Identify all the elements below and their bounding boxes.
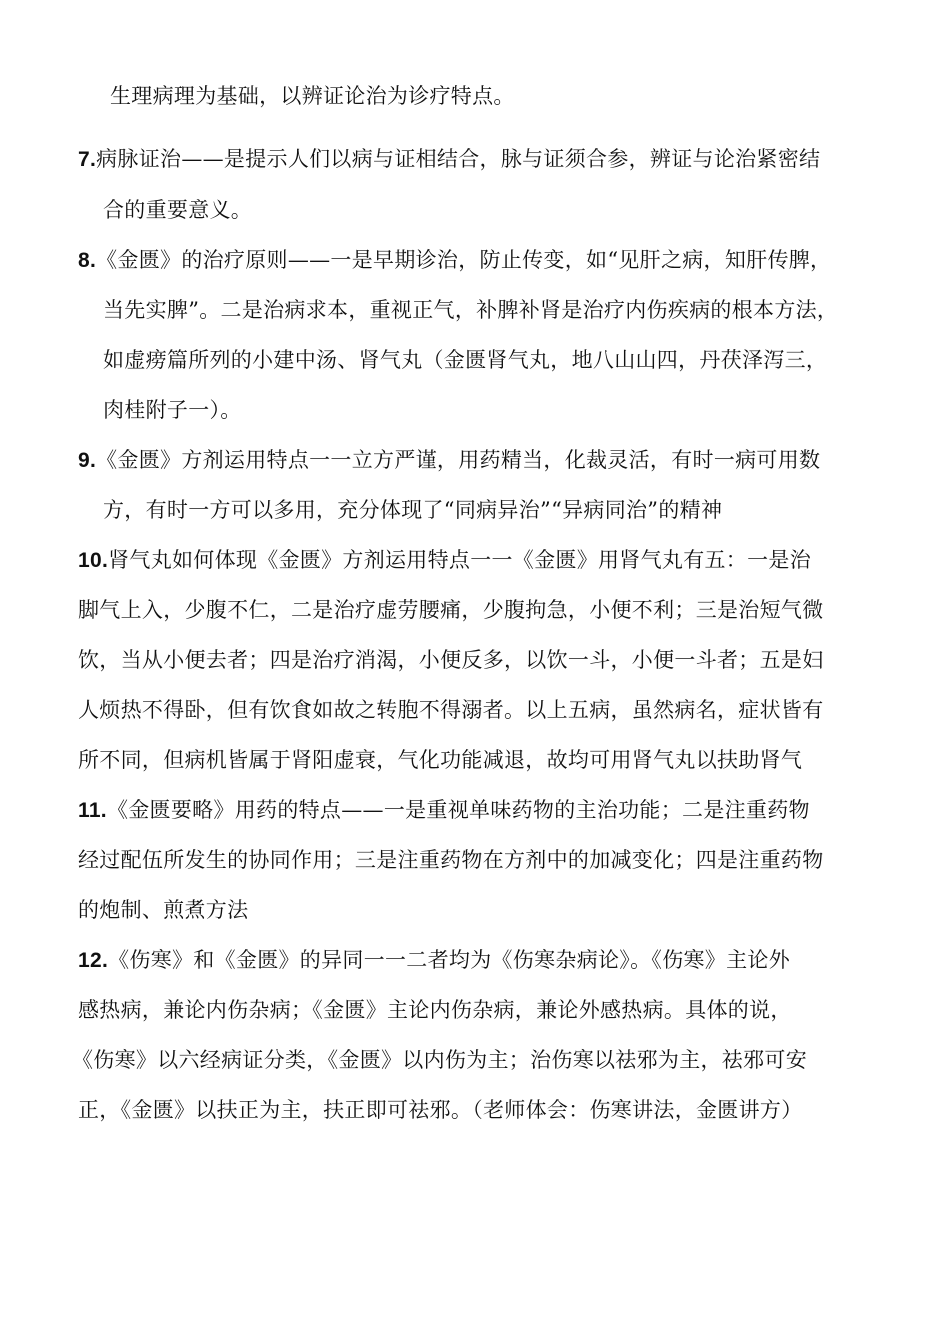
item-10-line-4: 人烦热不得卧，但有饮食如故之转胞不得溺者。以上五病，虽然病名，症状皆有 (78, 698, 824, 722)
item-10-line-1: 10.肾气丸如何体现《金匮》方剂运用特点一一《金匮》用肾气丸有五：一是治 (78, 548, 811, 572)
item-number-10: 10. (78, 549, 109, 572)
item-7-line-2: 合的重要意义。 (103, 198, 253, 222)
item-12-line-1: 12.《伤寒》和《金匮》的异同一一二者均为《伤寒杂病论》。《伤寒》主论外 (78, 948, 790, 972)
item-12-line-3: 《伤寒》以六经病证分类，《金匮》以内伤为主；治伤寒以祛邪为主，祛邪可安 (72, 1048, 807, 1072)
item-12-line-4: 正，《金匮》以扶正为主，扶正即可祛邪。（老师体会：伤寒讲法，金匮讲方） (78, 1098, 803, 1122)
item-number-7: 7. (78, 148, 97, 171)
item-9-line-1: 9.《金匮》方剂运用特点一一立方严谨，用药精当，化裁灵活，有时一病可用数 (78, 448, 821, 472)
item-10-line-2: 脚气上入，少腹不仁，二是治疗虚劳腰痛，少腹拘急，小便不利；三是治短气微 (78, 598, 824, 622)
item-10-line-3: 饮，当从小便去者；四是治疗消渴，小便反多，以饮一斗，小便一斗者；五是妇 (78, 648, 824, 672)
item-11-line-1: 11.《金匮要略》用药的特点——一是重视单味药物的主治功能；二是注重药物 (78, 798, 810, 822)
text-line-1: 生理病理为基础，以辨证论治为诊疗特点。 (110, 84, 515, 108)
item-number-12: 12. (78, 949, 109, 972)
item-number-8: 8. (78, 249, 97, 272)
item-number-9: 9. (78, 449, 97, 472)
item-10-line-5: 所不同，但病机皆属于肾阳虚衰，气化功能减退，故均可用肾气丸以扶助肾气 (78, 748, 803, 772)
item-9-line-2: 方，有时一方可以多用，充分体现了“同病异治”“异病同治”的精神 (103, 498, 723, 522)
item-12-line-2: 感热病，兼论内伤杂病；《金匮》主论内伤杂病，兼论外感热病。具体的说， (78, 998, 792, 1022)
item-8-line-2: 当先实脾”。二是治病求本，重视正气，补脾补肾是治疗内伤疾病的根本方法， (103, 298, 839, 322)
item-8-line-3: 如虚痨篇所列的小建中汤、肾气丸（金匮肾气丸，地八山山四，丹茯泽泻三， (103, 348, 828, 372)
item-11-line-2: 经过配伍所发生的协同作用；三是注重药物在方剂中的加减变化；四是注重药物 (78, 848, 824, 872)
item-number-11: 11. (78, 799, 107, 822)
item-8-line-1: 8.《金匮》的治疗原则——一是早期诊治，防止传变，如“见肝之病，知肝传脾， (78, 248, 832, 272)
item-8-line-4: 肉桂附子一）。 (103, 398, 242, 422)
item-7-line-1: 7.病脉证治——是提示人们以病与证相结合，脉与证须合参，辨证与论治紧密结 (78, 147, 821, 171)
item-11-line-3: 的炮制、煎煮方法 (78, 898, 249, 922)
